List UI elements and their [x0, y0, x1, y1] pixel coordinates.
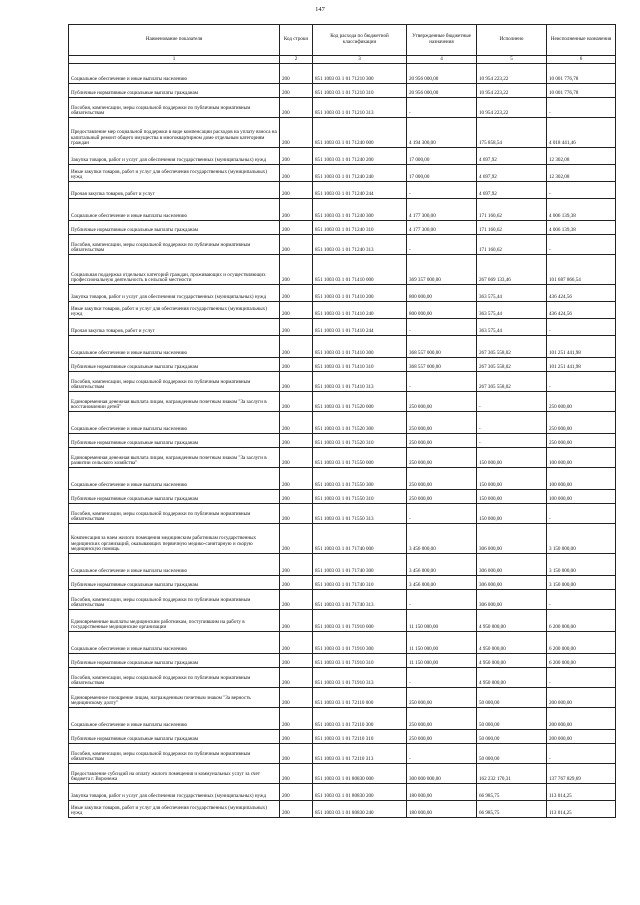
row-line-code: 200	[280, 434, 313, 448]
row-unexecuted-value: 100 000,00	[547, 490, 616, 504]
row-budget-code: 851 1003 03 1 01 71740 313	[313, 590, 407, 610]
row-name: Социальная поддержка отдельных категорий граждан, проживающих и осуществляющих профессиональную деятельность в сельской местности	[69, 255, 280, 285]
table-row	[69, 412, 616, 434]
row-budget-code: 851 1003 03 1 01 71520 310	[313, 434, 407, 448]
row-budget-code: 851 1003 03 1 01 71740 300	[313, 554, 407, 576]
row-executed-value: 171 160,62	[477, 235, 547, 255]
row-unexecuted-value: 6 200 000,00	[547, 632, 616, 654]
row-budget-code: 851 1003 03 1 01 71910 000	[313, 610, 407, 632]
row-name: Иные закупки товаров, работ и услуг для обеспечения государственных (муниципальных) нужд	[69, 801, 280, 818]
row-approved-value: 250 000,00	[407, 688, 477, 708]
row-executed-value: 50 000,00	[477, 744, 547, 764]
row-budget-code: 851 1003 03 1 01 71240 300	[313, 199, 407, 221]
row-approved-value: -	[407, 319, 477, 336]
row-name: Социальное обеспечение и иные выплаты населению	[69, 412, 280, 434]
row-budget-code: 851 1003 03 1 01 71410 000	[313, 255, 407, 285]
row-executed-value: 66 985,75	[477, 784, 547, 801]
row-approved-value: 250 000,00	[407, 412, 477, 434]
row-approved-value: -	[407, 590, 477, 610]
row-budget-code: 851 1003 03 1 01 71550 000	[313, 448, 407, 468]
row-approved-value: 11 150 000,00	[407, 632, 477, 654]
row-line-code: 200	[280, 235, 313, 255]
row-unexecuted-value: -	[547, 504, 616, 524]
row-approved-value: 180 000,00	[407, 784, 477, 801]
row-budget-code: 851 1003 03 1 01 71240 310	[313, 221, 407, 235]
row-approved-value: 3 456 000,00	[407, 524, 477, 554]
row-unexecuted-value: 200 000,00	[547, 708, 616, 730]
row-executed-value: 50 000,00	[477, 688, 547, 708]
row-approved-value: 250 000,00	[407, 708, 477, 730]
table-row	[69, 98, 616, 118]
row-line-code: 200	[280, 358, 313, 372]
row-approved-value: 369 357 000,00	[407, 255, 477, 285]
row-name: Публичные нормативные социальные выплаты гражданам	[69, 434, 280, 448]
row-name: Публичные нормативные социальные выплаты гражданам	[69, 576, 280, 590]
row-unexecuted-value: 101 251 441,98	[547, 336, 616, 358]
column-number-row	[69, 56, 616, 64]
row-approved-value: 250 000,00	[407, 434, 477, 448]
row-executed-value: 171 160,62	[477, 199, 547, 221]
row-budget-code: 851 1003 03 1 01 72110 300	[313, 708, 407, 730]
row-budget-code: 851 1003 03 1 01 71240 244	[313, 182, 407, 199]
row-unexecuted-value: -	[547, 235, 616, 255]
row-budget-code: 851 1003 03 1 01 71240 000	[313, 118, 407, 148]
row-approved-value: 250 000,00	[407, 730, 477, 744]
row-budget-code: 851 1003 03 1 01 71550 313	[313, 504, 407, 524]
row-approved-value: 4 194 300,00	[407, 118, 477, 148]
row-unexecuted-value: 200 000,00	[547, 688, 616, 708]
row-line-code: 200	[280, 199, 313, 221]
row-line-code: 200	[280, 285, 313, 302]
row-name: Единовременные выплаты медицинским работникам, поступившим на работу в государственные медицинские организации	[69, 610, 280, 632]
row-approved-value: 250 000,00	[407, 468, 477, 490]
row-budget-code: 851 1003 03 1 01 71910 300	[313, 632, 407, 654]
column-header-line-code: Код строки	[280, 25, 313, 56]
row-name: Иные закупки товаров, работ и услуг для обеспечения государственных (муниципальных) нужд	[69, 302, 280, 319]
row-executed-value: 267 305 558,02	[477, 336, 547, 358]
table-row	[69, 784, 616, 801]
row-approved-value: 250 000,00	[407, 392, 477, 412]
row-approved-value: 3 456 000,00	[407, 576, 477, 590]
row-budget-code: 851 1003 03 1 01 71210 300	[313, 64, 407, 84]
table-row	[69, 632, 616, 654]
row-unexecuted-value: 12 302,08	[547, 165, 616, 182]
row-line-code: 200	[280, 448, 313, 468]
budget-execution-table	[68, 24, 616, 818]
row-name: Закупка товаров, работ и услуг для обеспечения государственных (муниципальных) нужд	[69, 285, 280, 302]
row-budget-code: 851 1003 03 1 01 72110 000	[313, 688, 407, 708]
table-row	[69, 148, 616, 165]
row-unexecuted-value: 6 200 000,00	[547, 654, 616, 668]
row-budget-code: 851 1003 03 1 01 71240 240	[313, 165, 407, 182]
row-line-code: 200	[280, 98, 313, 118]
row-executed-value: 66 985,75	[477, 801, 547, 818]
row-approved-value: -	[407, 98, 477, 118]
row-line-code: 200	[280, 524, 313, 554]
row-budget-code: 851 1003 03 1 01 71550 310	[313, 490, 407, 504]
row-executed-value: 306 000,00	[477, 554, 547, 576]
row-executed-value: 10 954 223,22	[477, 98, 547, 118]
row-unexecuted-value: 200 000,00	[547, 730, 616, 744]
row-executed-value: 150 000,00	[477, 448, 547, 468]
row-unexecuted-value: 250 000,00	[547, 392, 616, 412]
row-name: Социальное обеспечение и иные выплаты населению	[69, 64, 280, 84]
row-unexecuted-value: -	[547, 668, 616, 688]
table-row	[69, 302, 616, 319]
row-name: Пособия, компенсации, меры социальной поддержки по публичным нормативным обязательствам	[69, 744, 280, 764]
row-name: Единовременная денежная выплата лицам, награжденным почетным знаком "За заслуги в восстановлении детей"	[69, 392, 280, 412]
row-name: Публичные нормативные социальные выплаты гражданам	[69, 654, 280, 668]
row-name: Иные закупки товаров, работ и услуг для обеспечения государственных (муниципальных) нужд	[69, 165, 280, 182]
row-executed-value: 267 305 558,02	[477, 358, 547, 372]
row-executed-value: 50 000,00	[477, 708, 547, 730]
row-unexecuted-value: -	[547, 744, 616, 764]
row-name: Пособия, компенсации, меры социальной поддержки по публичным нормативным обязательствам	[69, 98, 280, 118]
row-budget-code: 851 1003 03 1 01 80830 200	[313, 784, 407, 801]
row-approved-value: -	[407, 235, 477, 255]
row-executed-value: 363 575,44	[477, 302, 547, 319]
row-line-code: 200	[280, 668, 313, 688]
row-line-code: 200	[280, 255, 313, 285]
row-budget-code: 851 1003 03 1 01 80830 240	[313, 801, 407, 818]
row-line-code: 200	[280, 319, 313, 336]
row-line-code: 200	[280, 504, 313, 524]
row-budget-code: 851 1003 03 1 01 71740 310	[313, 576, 407, 590]
row-name: Публичные нормативные социальные выплаты гражданам	[69, 84, 280, 98]
row-approved-value: 368 557 000,00	[407, 336, 477, 358]
row-line-code: 200	[280, 654, 313, 668]
row-name: Публичные нормативные социальные выплаты гражданам	[69, 221, 280, 235]
row-line-code: 200	[280, 392, 313, 412]
row-approved-value: -	[407, 182, 477, 199]
row-executed-value: 171 160,62	[477, 221, 547, 235]
row-unexecuted-value: -	[547, 98, 616, 118]
row-line-code: 200	[280, 554, 313, 576]
row-executed-value: 4 697,92	[477, 165, 547, 182]
row-budget-code: 851 1003 03 1 01 71520 300	[313, 412, 407, 434]
row-budget-code: 851 1003 03 1 01 71410 310	[313, 358, 407, 372]
row-unexecuted-value: 3 150 000,00	[547, 554, 616, 576]
column-number: 6	[547, 56, 616, 64]
row-executed-value: 4 950 000,00	[477, 632, 547, 654]
row-unexecuted-value: 250 000,00	[547, 434, 616, 448]
row-executed-value: 4 950 000,00	[477, 654, 547, 668]
row-line-code: 200	[280, 744, 313, 764]
row-unexecuted-value: 436 424,56	[547, 302, 616, 319]
row-executed-value: 306 000,00	[477, 524, 547, 554]
row-line-code: 200	[280, 412, 313, 434]
table-row	[69, 554, 616, 576]
table-row	[69, 576, 616, 590]
row-unexecuted-value: 436 424,56	[547, 285, 616, 302]
table-row	[69, 182, 616, 199]
row-unexecuted-value: 10 001 776,78	[547, 64, 616, 84]
row-unexecuted-value: 10 001 776,78	[547, 84, 616, 98]
table-row	[69, 319, 616, 336]
row-executed-value: 4 697,92	[477, 148, 547, 165]
row-budget-code: 851 1003 03 1 01 71520 000	[313, 392, 407, 412]
column-header-approved: Утвержденные бюджетные назначения	[407, 25, 477, 56]
row-executed-value: 150 000,00	[477, 504, 547, 524]
row-unexecuted-value: 100 000,00	[547, 448, 616, 468]
row-executed-value: 363 575,44	[477, 285, 547, 302]
row-unexecuted-value: -	[547, 319, 616, 336]
row-budget-code: 851 1003 03 1 01 71410 300	[313, 336, 407, 358]
row-unexecuted-value: 3 150 000,00	[547, 576, 616, 590]
row-name: Публичные нормативные социальные выплаты гражданам	[69, 730, 280, 744]
row-name: Пособия, компенсации, меры социальной поддержки по публичным нормативным обязательствам	[69, 590, 280, 610]
table-row	[69, 801, 616, 818]
row-executed-value: 267 305 558,02	[477, 372, 547, 392]
table-row	[69, 744, 616, 764]
row-line-code: 200	[280, 182, 313, 199]
column-header-name: Наименование показателя	[69, 25, 280, 56]
row-budget-code: 851 1003 03 1 01 71410 313	[313, 372, 407, 392]
row-name: Социальное обеспечение и иные выплаты населению	[69, 336, 280, 358]
column-number: 4	[407, 56, 477, 64]
row-line-code: 200	[280, 336, 313, 358]
row-name: Единовременная денежная выплата лицам, награжденным почетным знаком "За заслуги в развитии сельского хозяйства"	[69, 448, 280, 468]
column-number: 5	[477, 56, 547, 64]
row-budget-code: 851 1003 03 1 01 72110 313	[313, 744, 407, 764]
table-row	[69, 84, 616, 98]
row-approved-value: 250 000,00	[407, 448, 477, 468]
table-row	[69, 448, 616, 468]
column-number: 3	[313, 56, 407, 64]
column-number: 2	[280, 56, 313, 64]
row-name: Закупка товаров, работ и услуг для обеспечения государственных (муниципальных) нужд	[69, 148, 280, 165]
row-budget-code: 851 1003 03 1 01 71410 240	[313, 302, 407, 319]
row-executed-value: 150 000,00	[477, 468, 547, 490]
row-unexecuted-value: 113 014,25	[547, 801, 616, 818]
row-executed-value: -	[477, 392, 547, 412]
row-line-code: 200	[280, 64, 313, 84]
row-name: Предоставление субсидий на оплату жилого помещения и коммунальных услуг за счет бюджета г. Воронежа	[69, 764, 280, 784]
row-line-code: 200	[280, 688, 313, 708]
row-name: Закупка товаров, работ и услуг для обеспечения государственных (муниципальных) нужд	[69, 784, 280, 801]
row-approved-value: 3 456 000,00	[407, 554, 477, 576]
row-approved-value: 250 000,00	[407, 490, 477, 504]
row-approved-value: 20 956 000,00	[407, 64, 477, 84]
row-line-code: 200	[280, 490, 313, 504]
row-budget-code: 851 1003 03 1 01 71550 300	[313, 468, 407, 490]
row-name: Прочая закупка товаров, работ и услуг	[69, 319, 280, 336]
row-line-code: 200	[280, 801, 313, 818]
table-row	[69, 165, 616, 182]
row-approved-value: -	[407, 504, 477, 524]
row-name: Пособия, компенсации, меры социальной поддержки по публичным нормативным обязательствам	[69, 504, 280, 524]
row-name: Предоставление мер социальной поддержки в виде компенсации расходов на уплату взноса на капитальный ремонт общего имущества в многоквартирном доме отдельным категориям граждан	[69, 118, 280, 148]
page-number: 147	[315, 6, 325, 13]
row-unexecuted-value: 101 251 441,98	[547, 358, 616, 372]
row-approved-value: 800 000,00	[407, 302, 477, 319]
row-unexecuted-value: -	[547, 182, 616, 199]
row-executed-value: 4 950 000,00	[477, 610, 547, 632]
table-row	[69, 255, 616, 285]
row-name: Пособия, компенсации, меры социальной поддержки по публичным нормативным обязательствам	[69, 372, 280, 392]
table-row	[69, 434, 616, 448]
row-approved-value: 11 150 000,00	[407, 610, 477, 632]
row-unexecuted-value: 113 014,25	[547, 784, 616, 801]
row-line-code: 200	[280, 590, 313, 610]
row-line-code: 200	[280, 118, 313, 148]
row-executed-value: -	[477, 412, 547, 434]
row-name: Социальное обеспечение и иные выплаты населению	[69, 632, 280, 654]
row-line-code: 200	[280, 468, 313, 490]
row-line-code: 200	[280, 84, 313, 98]
row-executed-value: 306 000,00	[477, 590, 547, 610]
row-unexecuted-value: 4 006 139,38	[547, 221, 616, 235]
row-executed-value: 363 575,44	[477, 319, 547, 336]
row-executed-value: 4 950 000,00	[477, 668, 547, 688]
row-budget-code: 851 1003 03 1 01 71210 313	[313, 98, 407, 118]
table-row	[69, 590, 616, 610]
row-name: Прочая закупка товаров, работ и услуг	[69, 182, 280, 199]
table-row	[69, 688, 616, 708]
row-approved-value: -	[407, 744, 477, 764]
row-executed-value: 175 858,54	[477, 118, 547, 148]
row-budget-code: 851 1003 03 1 01 72110 310	[313, 730, 407, 744]
row-approved-value: 300 000 000,00	[407, 764, 477, 784]
row-unexecuted-value: 4 006 139,38	[547, 199, 616, 221]
row-approved-value: 20 956 000,00	[407, 84, 477, 98]
table-row	[69, 221, 616, 235]
row-budget-code: 851 1003 03 1 01 71740 000	[313, 524, 407, 554]
table-row	[69, 235, 616, 255]
column-number: 1	[69, 56, 280, 64]
row-executed-value: 50 000,00	[477, 730, 547, 744]
row-budget-code: 851 1003 03 1 01 71410 244	[313, 319, 407, 336]
table-row	[69, 468, 616, 490]
table-row	[69, 358, 616, 372]
table-row	[69, 654, 616, 668]
table-row	[69, 730, 616, 744]
table-row	[69, 668, 616, 688]
column-header-unexecuted: Неисполненные назначения	[547, 25, 616, 56]
table-row	[69, 490, 616, 504]
row-line-code: 200	[280, 708, 313, 730]
row-line-code: 200	[280, 576, 313, 590]
table-row	[69, 64, 616, 84]
row-name: Пособия, компенсации, меры социальной поддержки по публичным нормативным обязательствам	[69, 668, 280, 688]
table-row	[69, 610, 616, 632]
table-row	[69, 285, 616, 302]
row-name: Компенсация за наем жилого помещения медицинским работникам государственных медицинских организаций, оказывающих первичную медико-санитарную и скорую медицинскую помощь	[69, 524, 280, 554]
table-row	[69, 764, 616, 784]
row-unexecuted-value: 3 150 000,00	[547, 524, 616, 554]
row-budget-code: 851 1003 03 1 01 71240 313	[313, 235, 407, 255]
row-unexecuted-value: 100 000,00	[547, 468, 616, 490]
row-approved-value: -	[407, 372, 477, 392]
row-unexecuted-value: 6 200 000,00	[547, 610, 616, 632]
row-approved-value: 11 150 000,00	[407, 654, 477, 668]
row-budget-code: 851 1003 03 1 01 71910 313	[313, 668, 407, 688]
row-approved-value: 4 177 300,00	[407, 199, 477, 221]
row-name: Публичные нормативные социальные выплаты гражданам	[69, 490, 280, 504]
table-row	[69, 392, 616, 412]
row-executed-value: 306 000,00	[477, 576, 547, 590]
column-header-executed: Исполнено	[477, 25, 547, 56]
row-unexecuted-value: 250 000,00	[547, 412, 616, 434]
column-header-budget-code: Код расхода по бюджетной классификации	[313, 25, 407, 56]
row-line-code: 200	[280, 221, 313, 235]
row-approved-value: 368 557 000,00	[407, 358, 477, 372]
row-unexecuted-value: 12 302,08	[547, 148, 616, 165]
row-approved-value: 4 177 300,00	[407, 221, 477, 235]
row-approved-value: 17 000,00	[407, 148, 477, 165]
row-budget-code: 851 1003 03 1 01 71210 310	[313, 84, 407, 98]
row-line-code: 200	[280, 610, 313, 632]
table-row	[69, 708, 616, 730]
row-unexecuted-value: 101 687 866,54	[547, 255, 616, 285]
row-approved-value: 180 000,00	[407, 801, 477, 818]
table-header-row	[69, 25, 616, 56]
row-budget-code: 851 1003 03 1 01 71240 200	[313, 148, 407, 165]
row-approved-value: -	[407, 668, 477, 688]
row-name: Пособия, компенсации, меры социальной поддержки по публичным нормативным обязательствам	[69, 235, 280, 255]
row-line-code: 200	[280, 148, 313, 165]
row-budget-code: 851 1003 03 1 01 71910 310	[313, 654, 407, 668]
row-unexecuted-value: 4 018 441,46	[547, 118, 616, 148]
row-name: Социальное обеспечение и иные выплаты населению	[69, 708, 280, 730]
row-name: Социальное обеспечение и иные выплаты населению	[69, 468, 280, 490]
row-executed-value: 162 232 170,31	[477, 764, 547, 784]
row-executed-value: -	[477, 434, 547, 448]
table-row	[69, 199, 616, 221]
row-unexecuted-value: -	[547, 590, 616, 610]
row-executed-value: 10 954 223,22	[477, 84, 547, 98]
table-row	[69, 336, 616, 358]
row-unexecuted-value: -	[547, 372, 616, 392]
row-executed-value: 10 954 223,22	[477, 64, 547, 84]
row-name: Социальное обеспечение и иные выплаты населению	[69, 554, 280, 576]
row-budget-code: 851 1003 03 1 01 71410 200	[313, 285, 407, 302]
table-row	[69, 372, 616, 392]
row-name: Социальное обеспечение и иные выплаты населению	[69, 199, 280, 221]
row-line-code: 200	[280, 764, 313, 784]
row-line-code: 200	[280, 730, 313, 744]
row-name: Единовременное поощрение лицам, награжденным почетным знаком "За верность медицинскому долгу"	[69, 688, 280, 708]
row-unexecuted-value: 137 767 829,69	[547, 764, 616, 784]
table-row	[69, 524, 616, 554]
row-executed-value: 4 697,92	[477, 182, 547, 199]
row-line-code: 200	[280, 784, 313, 801]
row-approved-value: 800 000,00	[407, 285, 477, 302]
row-line-code: 200	[280, 302, 313, 319]
row-executed-value: 267 669 133,46	[477, 255, 547, 285]
row-line-code: 200	[280, 372, 313, 392]
table-row	[69, 118, 616, 148]
row-line-code: 200	[280, 165, 313, 182]
row-budget-code: 851 1003 03 1 01 80830 000	[313, 764, 407, 784]
table-row	[69, 504, 616, 524]
row-approved-value: 17 000,00	[407, 165, 477, 182]
row-line-code: 200	[280, 632, 313, 654]
row-executed-value: 150 000,00	[477, 490, 547, 504]
row-name: Публичные нормативные социальные выплаты гражданам	[69, 358, 280, 372]
